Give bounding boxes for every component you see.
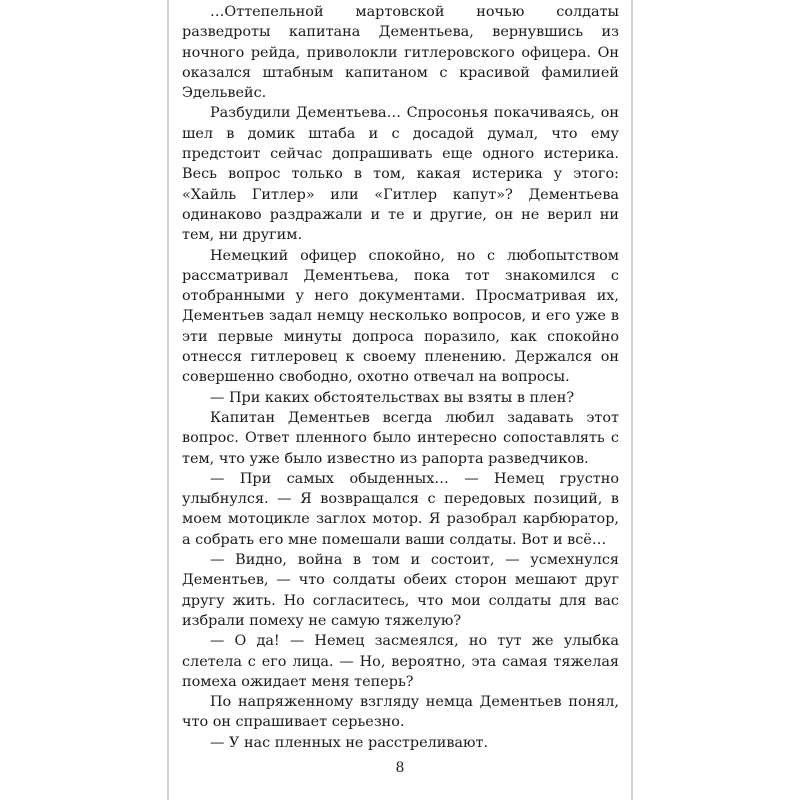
paragraph-8: — О да! — Немец засмеялся, но тут же улыбка слетела с его лица. — Но, вероятно, эта самая тяжелая помеха ожидает меня теперь? (182, 633, 619, 690)
page-edge-right (631, 0, 633, 800)
paragraph-1: …Оттепельной мартовской ночью солдаты разведроты капитана Дементьева, вернувшись из ночного рейда, приволокли гитлеровского офицера. Он оказался штабным капитаном с красивой фамилией Эдельвейс. (182, 4, 619, 102)
page-body (182, 2, 619, 753)
paragraph-3: Немецкий офицер спокойно, но с любопытством рассматривал Дементьева, пока тот знакомился с отобранными у него документами. Просматривая их, Дементьев задал немцу несколько вопросов, и его уже в эти первые минуты допроса поразило, как спокойно отнесся гитлеровец к своему пленению. Держался он совершенно свободно, охотно отвечал на вопросы. (182, 247, 619, 386)
paragraph-5: Капитан Дементьев всегда любил задавать этот вопрос. Ответ пленного было интересно сопоставлять с тем, что уже было известно из рапорта разведчиков. (182, 409, 619, 467)
paragraph-9: По напряженному взгляду немца Дементьев понял, что он спрашивает серьезно. (182, 694, 619, 731)
paragraph-7: — Видно, война в том и состоит, — усмехнулся Дементьев, — что солдаты обеих сторон мешают друг другу жить. Но согласитесь, что мои солдаты для вас избрали помеху не самую тяжелую? (182, 552, 619, 629)
page-edge-left (167, 0, 169, 800)
paragraph-6: — При самых обыденных… — Немец грустно улыбнулся. — Я возвращался с передовых позиций, в моем мотоцикле заглох мотор. Я разобрал карбюратор, а собрать его мне помешали ваши солдаты. Вот и всё… (182, 470, 619, 548)
page-number: 8 (395, 760, 405, 776)
paragraph-4: — При каких обстоятельствах вы взяты в плен? (210, 389, 575, 406)
paragraph-10: — У нас пленных не расстреливают. (210, 734, 489, 751)
paragraph-2: Разбудили Дементьева… Спросонья покачиваясь, он шел в домик штаба и с досадой думал, что ему предстоит сейчас допрашивать еще одного истерика. Весь вопрос только в том, какая истерика у этого: «Хайль Гитлер» или «Гитлер капут»? Дементьева одинаково раздражали и те и другие, он не верил ни тем, ни другим. (182, 105, 619, 244)
